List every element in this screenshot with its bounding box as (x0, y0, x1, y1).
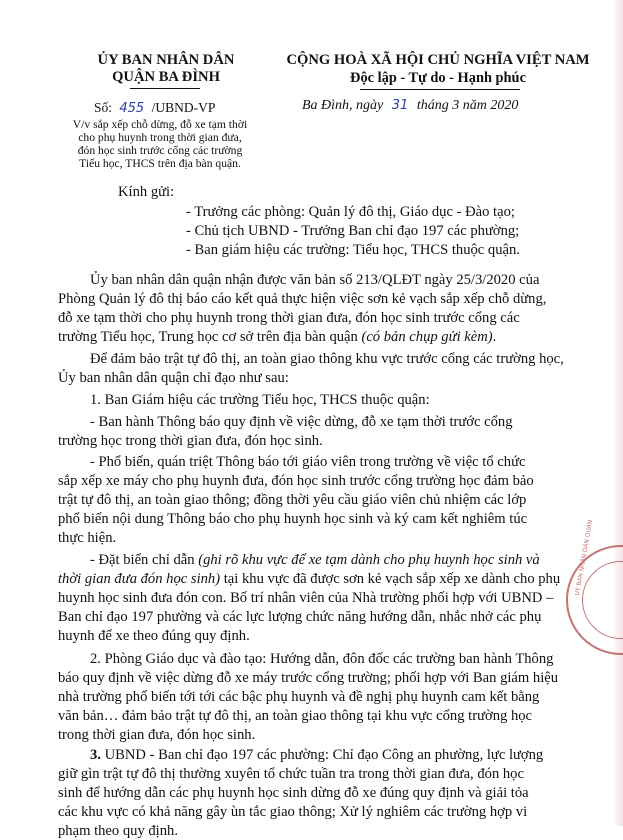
date-day-handwritten: 31 (391, 98, 409, 113)
sign-instruction: - Đặt biển chỉ dẫn (90, 552, 199, 568)
section1-line: - Phổ biến, quán triệt Thông báo tới giáo viên trong trường về việc tổ chức (90, 454, 526, 470)
intro-line: Phòng Quản lý đô thị báo cáo kết quả thực hiện việc sơn kẻ vạch sắp xếp chỗ dừng, (58, 291, 547, 307)
section2-line: trong thời gian đưa, đón học sinh. (58, 727, 256, 743)
section3-line: phạm theo quy định. (58, 823, 178, 839)
doc-no-suffix: /UBND-VP (151, 100, 216, 115)
nation-line-1: CỘNG HOÀ XÃ HỘI CHỦ NGHĨA VIỆT NAM (286, 52, 590, 68)
agency-name (56, 52, 276, 86)
recipient-item: - Chủ tịch UBND - Trưởng Ban chỉ đạo 197 các phường; (186, 223, 520, 239)
section1-line: trật tự đô thị, an toàn giao thông; đồng thời yêu cầu giáo viên chủ nhiệm các lớp (58, 492, 527, 508)
subject-line: Tiểu học, THCS trên địa bàn quận. (79, 157, 241, 170)
document-subject (36, 118, 284, 170)
seal-text: UỶ BAN NHÂN DÂN QUẬN (574, 519, 595, 597)
recipient-item: - Ban giám hiệu các trường: Tiểu học, THCS thuộc quận. (186, 242, 520, 258)
section3-line: giữ gìn trật tự đô thị thường xuyên tổ chức tuần tra trong thời gian đưa, đón học (58, 766, 524, 782)
section1-line (90, 551, 578, 569)
doc-no-prefix: Số: (94, 100, 113, 115)
intro-attachment-note: (có bản chụp gửi kèm) (361, 329, 493, 345)
intro-line: đỗ xe tạm thời cho phụ huynh trong thời gian đưa, đón học sinh trước cổng các (58, 310, 520, 326)
section3-line (90, 746, 578, 764)
date-suffix: tháng 3 năm 2020 (416, 98, 519, 113)
agency-line-2: QUẬN BA ĐÌNH (112, 69, 220, 85)
subject-line: V/v sắp xếp chỗ dừng, đỗ xe tạm thời (72, 118, 248, 131)
date-line (302, 98, 518, 114)
section1-line: huynh học sinh đưa đón con. Bố trí nhân viên của Nhà trường phối hợp với UBND – (58, 590, 554, 606)
section3-line: sinh để hướng dẫn các phụ huynh học sinh dừng đỗ xe đúng quy định và giải tỏa (58, 785, 529, 801)
section1-heading: 1. Ban Giám hiệu các trường Tiểu học, THCS thuộc quận: (90, 392, 430, 408)
national-header (282, 52, 594, 87)
agency-line-1: ỦY BAN NHÂN DÂN (97, 52, 235, 68)
subject-line: đón học sinh trước cổng các trường (77, 144, 243, 157)
section1-line: - Ban hành Thông báo quy định về việc dừng, đỗ xe tạm thời trước cổng (90, 414, 513, 430)
section2-line: báo quy định về việc dừng đỗ xe máy trước cổng trường; phối hợp với Ban giám hiệu (58, 670, 559, 686)
section3-number: 3. (90, 747, 101, 763)
recipient-item: - Trưởng các phòng: Quản lý đô thị, Giáo dục - Đào tạo; (186, 204, 515, 220)
intro-line (58, 328, 578, 346)
recipients-label: Kính gửi: (118, 184, 175, 200)
section2-line: văn bản… đảm bảo trật tự đô thị, an toàn giao thông tại khu vực cổng trường học (58, 708, 533, 724)
section1-line: trường học trong thời gian đưa, đón học sinh. (58, 433, 323, 449)
intro-period: . (492, 329, 497, 345)
nation-line-2: Độc lập - Tự do - Hạnh phúc (350, 70, 526, 86)
intro-text: trường Tiểu học, Trung học cơ sở trên địa bàn quận (58, 329, 362, 345)
doc-no-handwritten: 455 (119, 101, 145, 116)
section1-line: sắp xếp xe máy cho phụ huynh đưa, đón học sinh trước cổng trường học đảm bảo (58, 473, 534, 489)
agency-underline (130, 88, 200, 89)
document-number (94, 100, 215, 116)
section1-line: Ban chỉ đạo 197 phường và các lực lượng chức năng hướng dẫn, nhắc nhở các phụ (58, 609, 542, 625)
sign-note: (ghi rõ khu vực để xe tạm dành cho phụ huynh học sinh và (198, 552, 540, 568)
section1-line: phổ biến nội dung Thông báo cho phụ huynh học sinh và ký cam kết nghiêm túc (58, 511, 528, 527)
section3-text: UBND - Ban chỉ đạo 197 các phường: Chỉ đạo Công an phường, lực lượng (100, 747, 544, 763)
section1-line: thực hiện. (58, 530, 117, 546)
section1-line (58, 570, 578, 588)
section2-line: nhà trường phổ biến tới tới các bậc phụ huynh và đề nghị phụ huynh cam kết bằng (58, 689, 540, 705)
subject-line: cho phụ huynh trong thời gian đưa, (78, 131, 242, 144)
section2-line: 2. Phòng Giáo dục và đào tạo: Hướng dẫn, đôn đốc các trường ban hành Thông (90, 651, 554, 667)
intro-line: Ủy ban nhân dân quận nhận được văn bản số 213/QLĐT ngày 25/3/2020 của (90, 272, 540, 288)
date-prefix: Ba Đình, ngày (302, 98, 384, 113)
page-edge-shadow (612, 0, 623, 826)
directive-line: Để đảm bảo trật tự đô thị, an toàn giao thông khu vực trước cổng các trường học, (90, 351, 564, 367)
section1-line: huynh để xe theo đúng quy định. (58, 628, 250, 644)
sign-note-cont: thời gian đưa đón học sinh) (58, 571, 221, 587)
directive-line: Ủy ban nhân dân quận chỉ đạo như sau: (58, 370, 289, 386)
sign-instruction-cont: tại khu vực đã được sơn kẻ vạch sắp xếp xe dành cho phụ (220, 571, 561, 587)
section3-line: các khu vực có khả năng gây ùn tắc giao thông; Xử lý nghiêm các trường hợp vi (58, 804, 528, 820)
motto-underline (360, 89, 520, 90)
